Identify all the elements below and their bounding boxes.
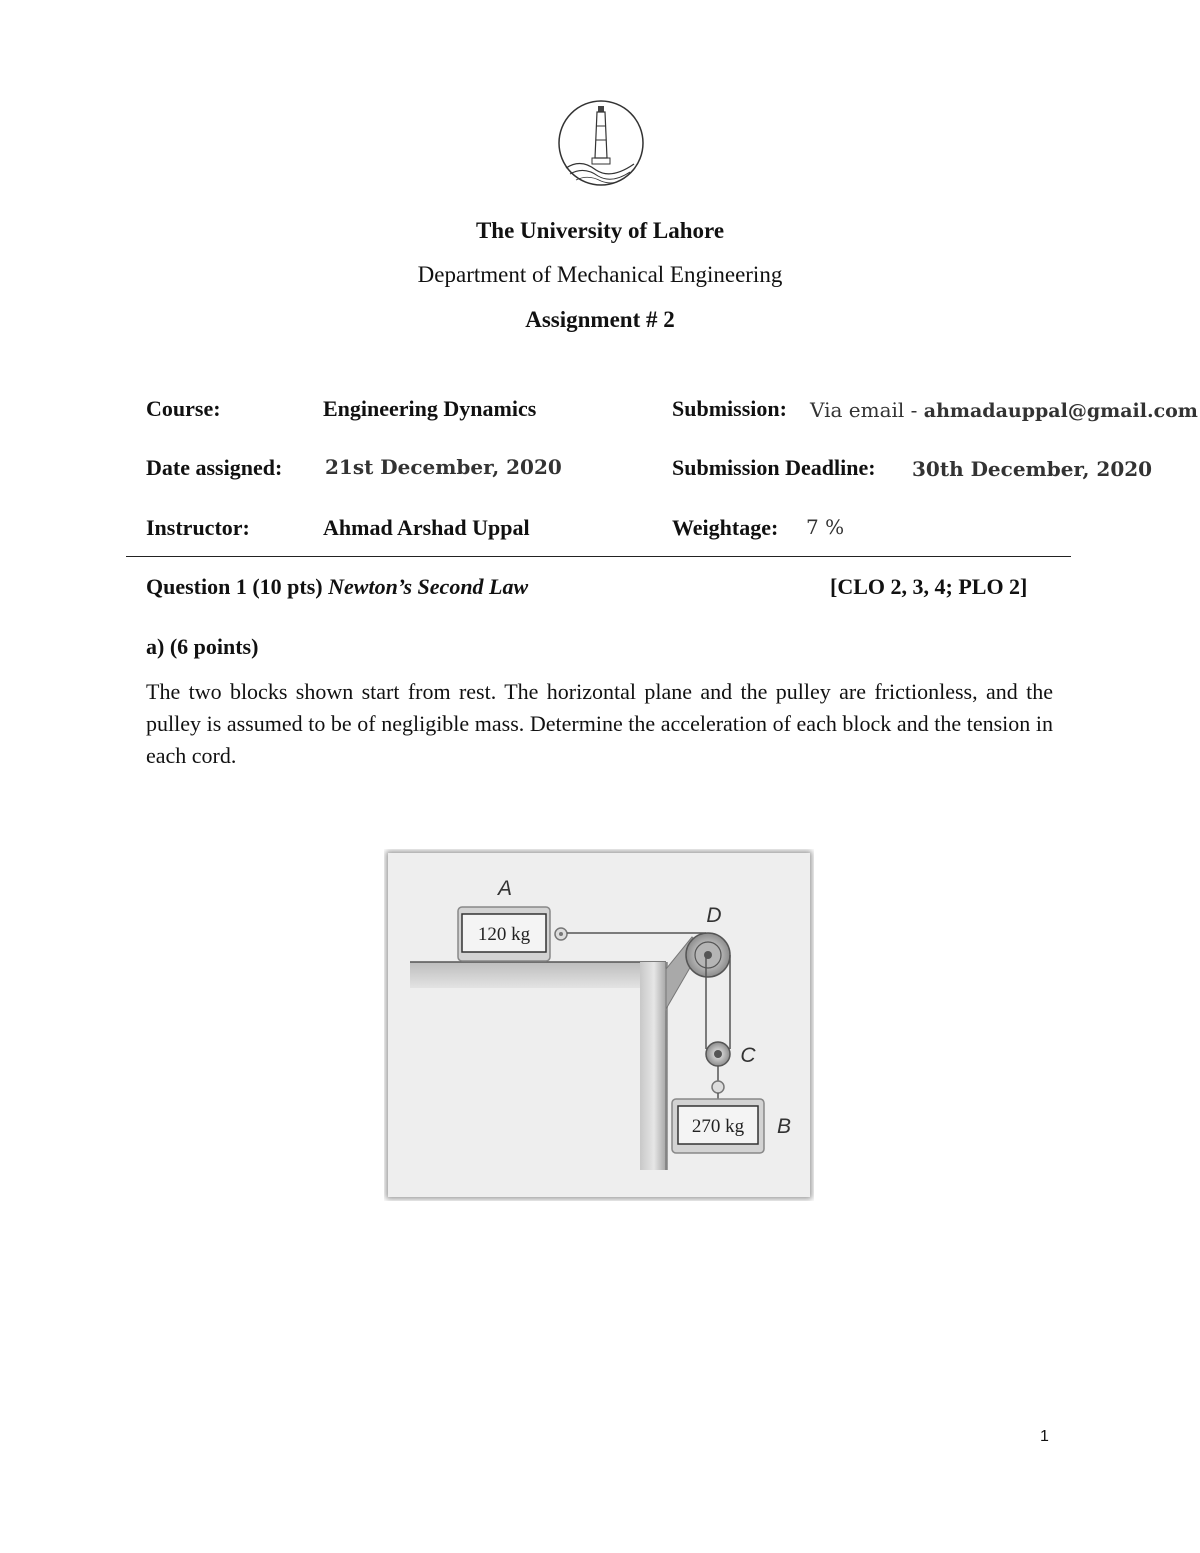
weightage-label: Weightage: (672, 515, 779, 540)
page-number: 1 (1040, 1428, 1049, 1445)
block-a-mass: 120 kg (477, 924, 531, 945)
instructor-value: Ahmad Arshad Uppal (323, 515, 530, 540)
deadline-value: 30th December, 2020 (912, 457, 1153, 481)
university-name: The University of Lahore (475, 218, 725, 243)
course-label: Course: (146, 396, 221, 421)
question-text: The two blocks shown start from rest. The horizontal plane and the pulley are frictionless, and the pulley is assumed to be of negligible mass. Determine the acceleration of each block and the tension in each cord. (146, 679, 1053, 768)
label-a: A (497, 877, 513, 900)
date-assigned-label: Date assigned: (146, 455, 283, 480)
submission-method: Via email - (810, 398, 924, 422)
label-d: D (706, 904, 722, 927)
clo-mapping: [CLO 2, 3, 4; PLO 2] (830, 574, 1028, 599)
label-b: B (776, 1115, 792, 1138)
submission-value (810, 398, 1198, 422)
divider (126, 556, 1071, 557)
submission-label: Submission: (672, 396, 787, 421)
block-b-mass: 270 kg (691, 1116, 745, 1137)
question-number: Question 1 (10 pts) (146, 574, 323, 599)
weightage-value: 7 % (806, 515, 845, 539)
course-value: Engineering Dynamics (323, 396, 537, 421)
pulley-figure (384, 849, 814, 1201)
label-c: C (740, 1044, 756, 1067)
vertical-wall (640, 962, 668, 1170)
part-a-heading: a) (6 points) (146, 634, 259, 659)
deadline-label: Submission Deadline: (672, 455, 876, 480)
submission-email: ahmadauppal@gmail.com (923, 400, 1198, 422)
department-name: Department of Mechanical Engineering (417, 262, 783, 287)
university-logo (556, 98, 646, 188)
horizontal-plane (410, 962, 666, 988)
question-heading (146, 574, 528, 600)
question-topic: Newton’s Second Law (328, 574, 529, 599)
date-assigned-value: 21st December, 2020 (325, 455, 562, 479)
assignment-title: Assignment # 2 (525, 307, 675, 332)
instructor-label: Instructor: (146, 515, 250, 540)
